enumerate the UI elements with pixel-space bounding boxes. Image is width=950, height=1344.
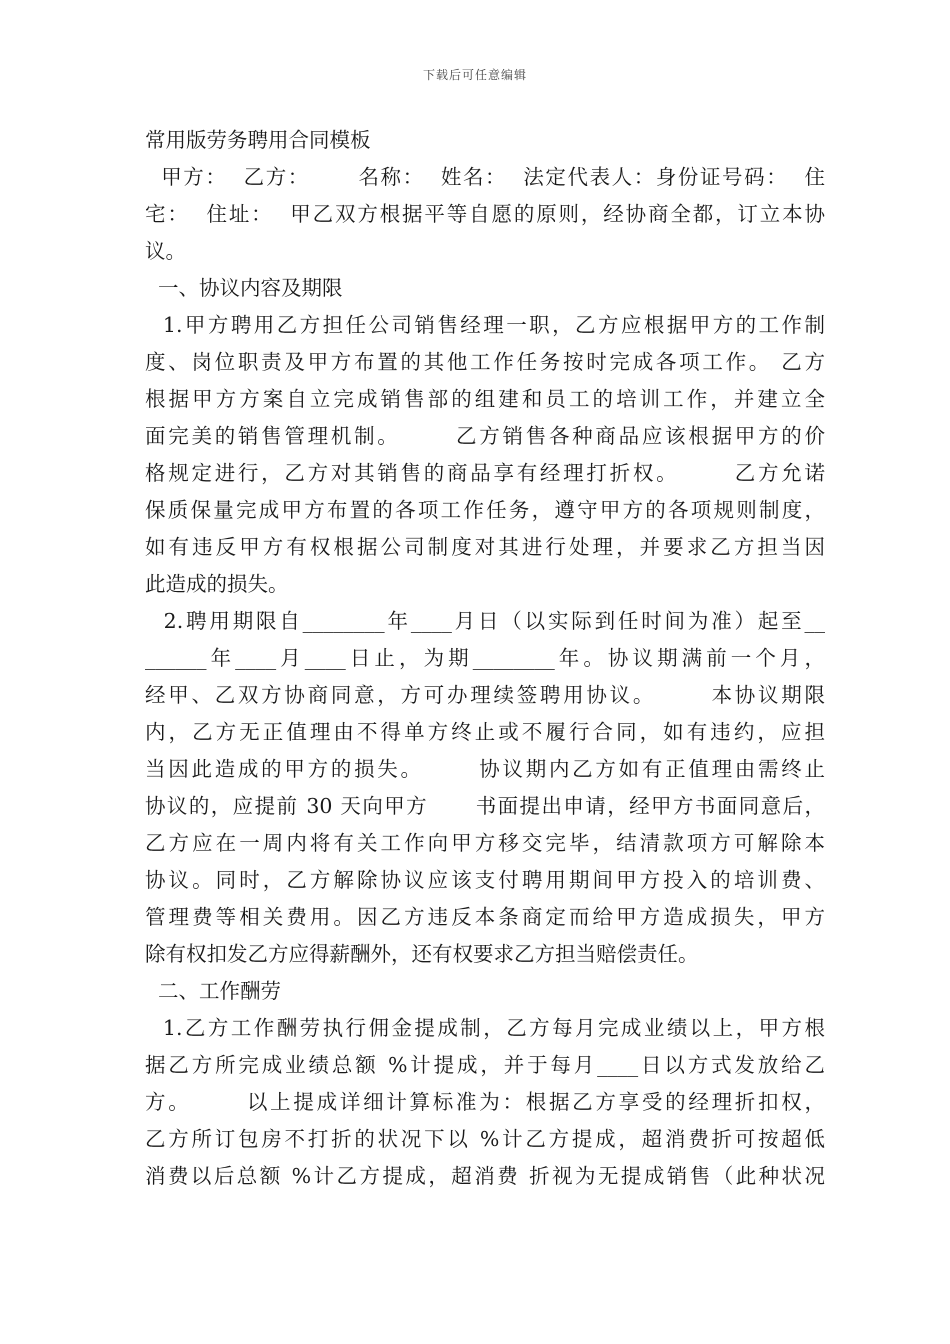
paragraph-line: ______年____月____日止，为期________年。协议期满前一个月， bbox=[145, 646, 825, 670]
paragraph-line: 甲方： 乙方： 名称： 姓名： 法定代表人：身份证号码： 住 bbox=[145, 165, 825, 189]
paragraph-line: 消费以后总额 %计乙方提成，超消费 折视为无提成销售（此种状况 bbox=[145, 1164, 825, 1188]
paragraph-line: 根据甲方方案自立完成销售部的组建和员工的培训工作，并建立全 bbox=[145, 387, 825, 411]
paragraph-line: 内，乙方无正值理由不得单方终止或不履行合同，如有违约，应担 bbox=[145, 720, 825, 744]
paragraph-line: 除有权扣发乙方应得薪酬外，还有权要求乙方担当赔偿责任。 bbox=[145, 942, 699, 966]
page-header-note: 下载后可任意编辑 bbox=[422, 68, 527, 82]
paragraph-line: 格规定进行，乙方对其销售的商品享有经理打折权。 乙方允诺 bbox=[145, 461, 825, 485]
document-title: 常用版劳务聘用合同模板 bbox=[145, 128, 371, 152]
paragraph-line: 当因此造成的甲方的损失。 协议期内乙方如有正值理由需终止 bbox=[145, 757, 825, 781]
paragraph-line: 保质保量完成甲方布置的各项工作任务，遵守甲方的各项规则制度， bbox=[145, 498, 825, 522]
paragraph-line: 经甲、乙双方协商同意，方可办理续签聘用协议。 本协议期限 bbox=[145, 683, 825, 707]
paragraph-line: 二、工作酬劳 bbox=[145, 979, 282, 1003]
paragraph-line: 1.乙方工作酬劳执行佣金提成制，乙方每月完成业绩以上，甲方根 bbox=[145, 1016, 825, 1040]
paragraph-line: 此造成的损失。 bbox=[145, 572, 289, 596]
paragraph-line: 度、岗位职责及甲方布置的其他工作任务按时完成各项工作。 乙方 bbox=[145, 350, 825, 374]
paragraph-line: 协议。同时，乙方解除协议应该支付聘用期间甲方投入的培训费、 bbox=[145, 868, 825, 892]
paragraph-line: 乙方所订包房不打折的状况下以 %计乙方提成，超消费折可按超低 bbox=[145, 1127, 825, 1151]
paragraph-line: 面完美的销售管理机制。 乙方销售各种商品应该根据甲方的价 bbox=[145, 424, 825, 448]
paragraph-line: 方。 以上提成详细计算标准为：根据乙方享受的经理折扣权， bbox=[145, 1090, 825, 1114]
paragraph-line: 一、协议内容及期限 bbox=[145, 276, 343, 300]
paragraph-line: 如有违反甲方有权根据公司制度对其进行处理，并要求乙方担当因 bbox=[145, 535, 825, 559]
paragraph-line: 宅： 住址： 甲乙双方根据平等自愿的原则，经协商全都，订立本协 bbox=[145, 202, 825, 226]
paragraph-line: 管理费等相关费用。因乙方违反本条商定而给甲方造成损失，甲方 bbox=[145, 905, 825, 929]
paragraph-line: 协议的，应提前 30 天向甲方 书面提出申请，经甲方书面同意后， bbox=[145, 794, 825, 818]
document-body bbox=[145, 122, 825, 1195]
paragraph-line: 1.甲方聘用乙方担任公司销售经理一职，乙方应根据甲方的工作制 bbox=[145, 313, 825, 337]
paragraph-line: 议。 bbox=[145, 239, 186, 263]
paragraph-line: 2.聘用期限自________年____月日（以实际到任时间为准）起至__ bbox=[145, 609, 825, 633]
paragraph-line: 据乙方所完成业绩总额 %计提成，并于每月____日以方式发放给乙 bbox=[145, 1053, 825, 1077]
paragraph-line: 乙方应在一周内将有关工作向甲方移交完毕，结清款项方可解除本 bbox=[145, 831, 825, 855]
